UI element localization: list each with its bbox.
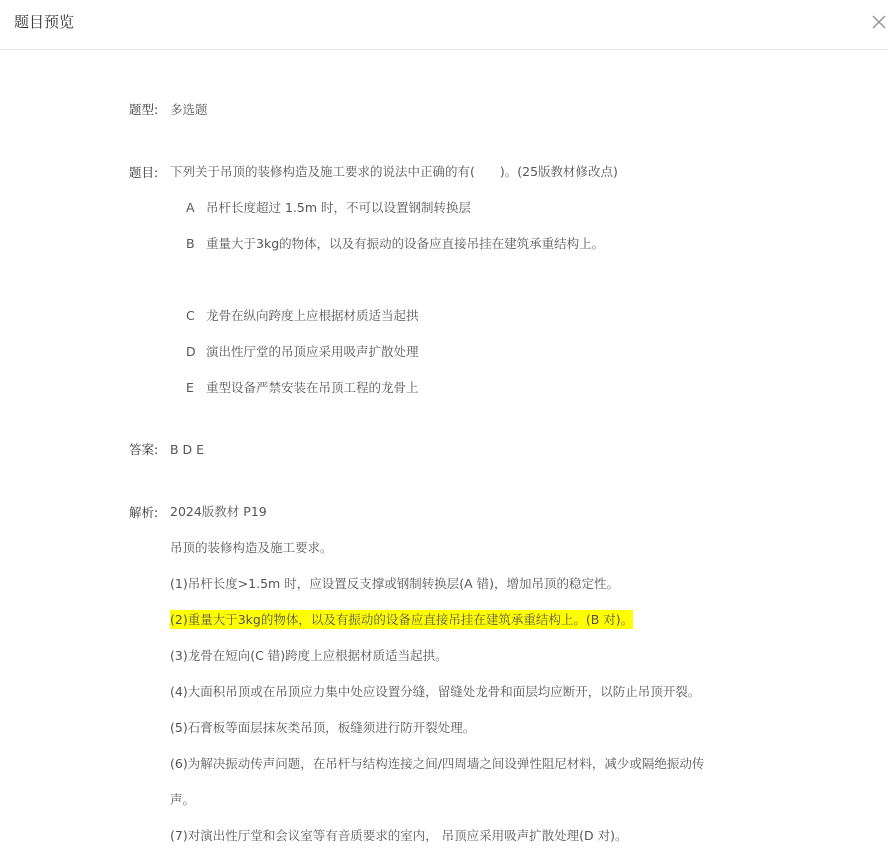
analysis-line: (3)龙骨在短向(C 错)跨度上应根据材质适当起拱。	[170, 648, 448, 663]
option-letter: E	[186, 380, 194, 395]
question-stem-text: 下列关于吊顶的装修构造及施工要求的说法中正确的有( )。(25版教材修改点)	[170, 164, 618, 179]
option-text: 演出性厅堂的吊顶应采用吸声扩散处理	[206, 344, 419, 359]
option-a	[186, 199, 471, 217]
analysis-label: 解析:	[129, 505, 159, 520]
analysis-line: 声。	[170, 792, 196, 807]
option-letter: D	[186, 344, 196, 359]
analysis-line: (6)为解决振动传声问题，在吊杆与结构连接之间/四周墙之间设弹性阻尼材料，减少或隔绝振动传	[170, 756, 705, 771]
answer-value: B D E	[170, 442, 205, 457]
analysis-line: 吊顶的装修构造及施工要求。	[170, 540, 333, 555]
analysis-line: (7)对演出性厅堂和会议室等有音质要求的室内， 吊顶应采用吸声扩散处理(D 对)。	[170, 828, 628, 843]
option-e	[186, 379, 419, 397]
analysis-line: (1)吊杆长度>1.5m 时，应设置反支撑或钢制转换层(A 错)，增加吊顶的稳定性。	[170, 576, 619, 591]
dialog-body	[0, 50, 888, 865]
option-d	[186, 343, 419, 361]
analysis-line: 2024版教材 P19	[170, 504, 267, 519]
highlighted-text: (2)重量大于3kg的物体，以及有振动的设备应直接吊挂在建筑承重结构上。(B 对)。	[170, 612, 634, 627]
option-letter: C	[186, 308, 195, 323]
question-type-value: 多选题	[170, 102, 208, 117]
option-letter: A	[186, 200, 195, 215]
question-type-label: 题型:	[129, 102, 159, 117]
dialog-header	[0, 0, 888, 50]
option-text: 龙骨在纵向跨度上应根据材质适当起拱	[206, 308, 419, 323]
analysis-line: (5)石膏板等面层抹灰类吊顶，板缝须进行防开裂处理。	[170, 720, 476, 735]
option-text: 重型设备严禁安装在吊顶工程的龙骨上	[206, 380, 419, 395]
option-c	[186, 307, 419, 325]
question-stem-label: 题目:	[129, 165, 159, 180]
analysis-line-highlighted	[170, 611, 633, 629]
option-text: 重量大于3kg的物体，以及有振动的设备应直接吊挂在建筑承重结构上。	[206, 236, 605, 251]
dialog-title: 题目预览	[14, 13, 75, 31]
option-text: 吊杆长度超过 1.5m 时，不可以设置钢制转换层	[206, 200, 472, 215]
close-icon[interactable]	[870, 12, 888, 32]
analysis-line: (4)大面积吊顶或在吊顶应力集中处应设置分缝，留缝处龙骨和面层均应断开，以防止吊顶开裂。	[170, 684, 701, 699]
option-letter: B	[186, 236, 195, 251]
answer-label: 答案:	[129, 442, 159, 457]
option-b	[186, 235, 604, 253]
